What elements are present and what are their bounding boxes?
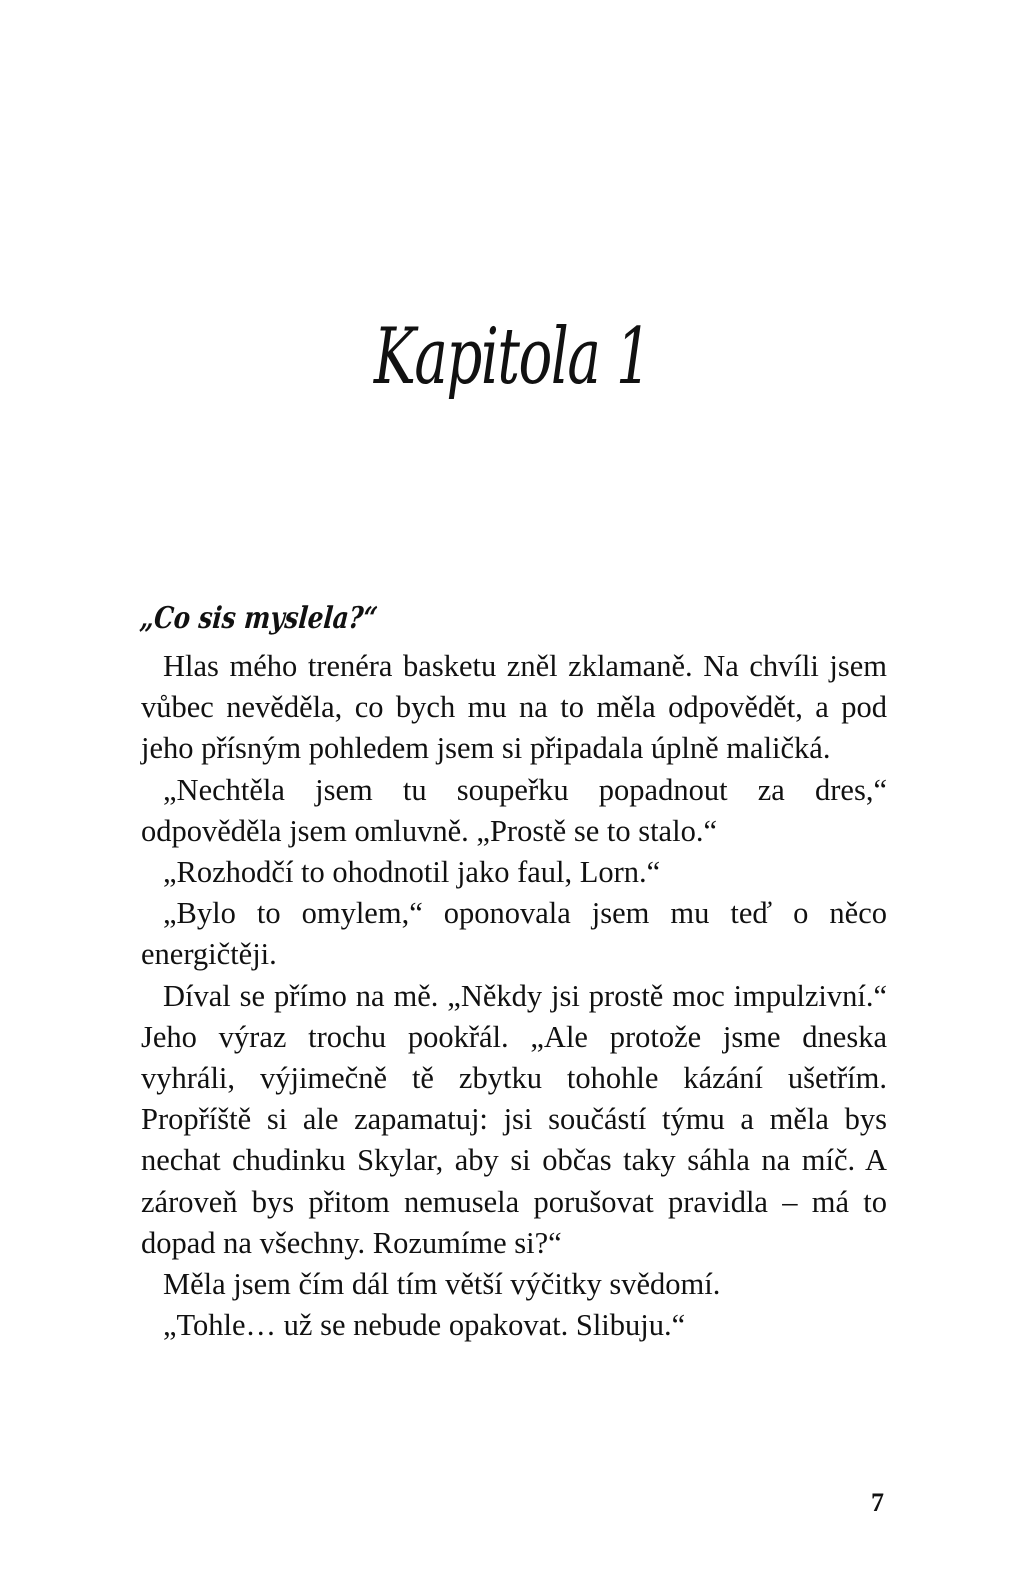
paragraph: „Tohle… už se nebude opakovat. Slibuju.“ <box>163 1308 686 1343</box>
paragraph: Hlas mého trenéra basketu zněl zklamaně. Na chvíli jsem vůbec nevěděla, co bych mu na to měla odpovědět, a pod jeho přísným pohledem jsem si připadala úplně maličká. <box>141 649 887 766</box>
body-text <box>141 646 887 1346</box>
paragraph: „Bylo to omylem,“ oponovala jsem mu teď o něco energičtěji. <box>141 896 887 972</box>
chapter-title: Kapitola 1 <box>373 312 651 402</box>
paragraph: Měla jsem čím dál tím větší výčitky svědomí. <box>163 1267 721 1302</box>
paragraph: „Nechtěla jsem tu soupeřku popadnout za dres,“ odpověděla jsem omluvně. „Prostě se to stalo.“ <box>141 772 887 848</box>
paragraph: Díval se přímo na mě. „Někdy jsi prostě moc impulzivní.“ Jeho výraz trochu pookřál. „Ale protože jsme dneska vyhráli, výjimečně tě zbytku tohohle kázání ušetřím. Propříště si ale zapamatuj: jsi součástí týmu a měla bys nechat chudinku Skylar, aby si občas taky sáhla na míč. A zároveň bys přitom nemusela porušovat pravidla – má to dopad na všechny. Rozumíme si?“ <box>141 978 887 1260</box>
opening-line: „Co sis myslela?“ <box>138 601 379 636</box>
paragraph: „Rozhodčí to ohodnotil jako faul, Lorn.“ <box>163 855 661 890</box>
page-number: 7 <box>871 1488 884 1517</box>
